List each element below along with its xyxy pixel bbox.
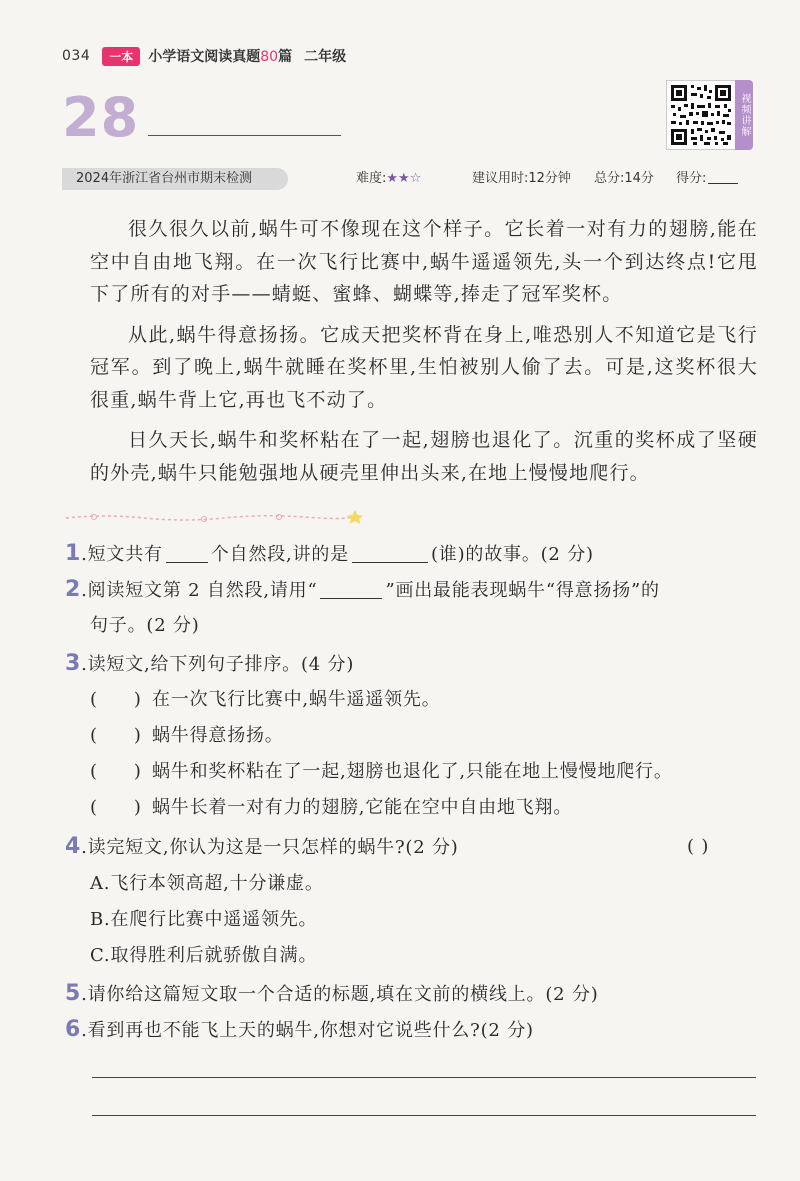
question-number: 6 — [65, 1017, 82, 1042]
score-field — [676, 168, 738, 190]
answer-line-1[interactable] — [92, 1076, 756, 1078]
paren-close: ) — [133, 761, 142, 782]
grade-label: 二年级 — [304, 49, 347, 65]
lesson-number: 28 — [62, 86, 140, 149]
question-text: 个自然段,讲的是 — [210, 544, 349, 565]
order-item-4[interactable] — [90, 794, 572, 822]
paren-open: ( — [90, 797, 98, 818]
question-text: .读短文,给下列句子排序。(4 分) — [81, 654, 355, 675]
qr-code-icon — [667, 81, 735, 149]
brand-badge: 一本 — [102, 47, 140, 66]
series-title-text: 小学语文阅读真题 — [148, 49, 261, 65]
paren-close: ) — [133, 689, 142, 710]
info-bar — [62, 168, 762, 190]
series-title-suffix: 篇 — [278, 49, 293, 65]
order-item-text: 蜗牛长着一对有力的翅膀,它能在空中自由地飞翔。 — [152, 797, 573, 818]
order-item-3[interactable] — [90, 758, 673, 786]
passage-paragraph-2: 从此,蜗牛得意扬扬。它成天把奖杯背在身上,唯恐别人不知道它是飞行冠军。到了晚上,蜗牛就睡在奖杯里,生怕被别人偷了去。可是,这奖杯很大很重,蜗牛背上它,再也飞不动了。 — [90, 323, 758, 411]
paren-close: ) — [133, 797, 142, 818]
total-score: 总分:14分 — [594, 171, 654, 186]
page-header — [62, 45, 346, 67]
reading-passage — [90, 213, 758, 497]
title-blank-line — [148, 134, 341, 136]
suggested-time: 建议用时:12分钟 — [472, 171, 571, 186]
score-blank[interactable] — [708, 169, 738, 184]
difficulty-label: 难度: — [356, 171, 387, 186]
question-4 — [65, 833, 765, 862]
difficulty-stars: ★★☆ — [386, 171, 422, 186]
paren-open: ( — [90, 725, 98, 746]
passage-paragraph-3: 日久天长,蜗牛和奖杯粘在了一起,翅膀也退化了。沉重的奖杯成了坚硬的外壳,蜗牛只能勉强地从硬壳里伸出头来,在地上慢慢地爬行。 — [90, 429, 758, 484]
page-number: 034 — [62, 48, 91, 64]
question-number: 1 — [65, 541, 82, 566]
question-1 — [65, 540, 765, 569]
answer-line-2[interactable] — [92, 1114, 756, 1116]
qr-code[interactable] — [666, 80, 736, 150]
option-c[interactable]: C.取得胜利后就骄傲自满。 — [90, 945, 318, 966]
question-5 — [65, 980, 765, 1009]
series-title — [148, 46, 292, 66]
question-number: 5 — [65, 981, 82, 1006]
paren-open: ( — [90, 761, 98, 782]
score-label: 得分: — [676, 171, 707, 186]
question-text: ”画出最能表现蜗牛“得意扬扬”的 — [385, 580, 660, 601]
paren-close: ) — [133, 725, 142, 746]
question-text: .看到再也不能飞上天的蜗牛,你想对它说些什么?(2 分) — [81, 1020, 534, 1041]
difficulty — [356, 168, 421, 190]
option-b[interactable]: B.在爬行比赛中遥遥领先。 — [90, 909, 318, 930]
exam-source: 2024年浙江省台州市期末检测 — [62, 168, 288, 190]
video-explain-tab[interactable]: 视频讲解 — [735, 80, 753, 150]
question-3 — [65, 650, 765, 679]
order-item-1[interactable] — [90, 686, 441, 714]
answer-paren[interactable]: ( ) — [687, 836, 710, 857]
order-item-text: 在一次飞行比赛中,蜗牛遥遥领先。 — [152, 689, 441, 710]
option-a[interactable]: A.飞行本领高超,十分谦虚。 — [90, 873, 324, 894]
question-text: .读完短文,你认为这是一只怎样的蜗牛?(2 分) — [81, 837, 459, 858]
passage-paragraph-1: 很久很久以前,蜗牛可不像现在这个样子。它长着一对有力的翅膀,能在空中自由地飞翔。在一次飞行比赛中,蜗牛遥遥领先,头一个到达终点!它甩下了所有的对手——蜻蜓、蜜蜂、蝴蝶等,捧走了冠军奖杯。 — [90, 218, 758, 305]
question-number: 4 — [65, 834, 82, 859]
answer-blank[interactable] — [166, 544, 208, 563]
question-2 — [65, 576, 765, 605]
question-text: .短文共有 — [81, 544, 163, 565]
question-text: .请你给这篇短文取一个合适的标题,填在文前的横线上。(2 分) — [81, 984, 599, 1005]
decorative-divider — [64, 508, 364, 526]
question-text: .阅读短文第 2 自然段,请用“ — [81, 580, 318, 601]
order-item-text: 蜗牛和奖杯粘在了一起,翅膀也退化了,只能在地上慢慢地爬行。 — [152, 761, 673, 782]
question-text: (谁)的故事。(2 分) — [430, 544, 594, 565]
order-item-2[interactable] — [90, 722, 284, 750]
question-2-continued: 句子。(2 分) — [90, 615, 200, 636]
order-item-text: 蜗牛得意扬扬。 — [152, 725, 284, 746]
question-number: 3 — [65, 651, 82, 676]
question-number: 2 — [65, 577, 82, 602]
answer-blank[interactable] — [320, 580, 382, 599]
paren-open: ( — [90, 689, 98, 710]
question-6 — [65, 1016, 765, 1045]
series-count: 80 — [260, 49, 279, 65]
answer-blank[interactable] — [352, 544, 428, 563]
